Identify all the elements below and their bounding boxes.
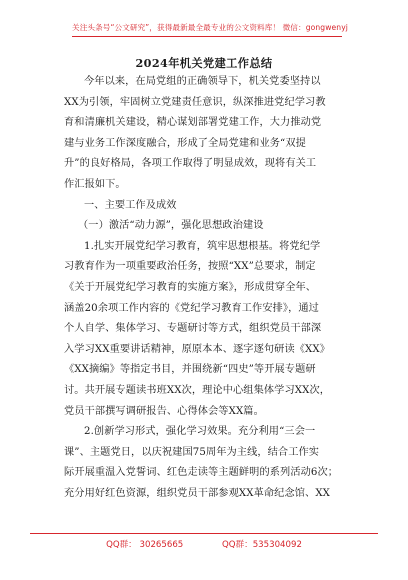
document-title: 2024年机关党建工作总结 bbox=[135, 56, 273, 70]
paragraph-line: XX为引领，牢固树立党建责任意识，纵深推进党纪学习教 bbox=[64, 96, 326, 108]
footer-qq-group-2: QQ群：535304092 bbox=[222, 540, 302, 550]
header-divider bbox=[72, 36, 342, 37]
paragraph-line: 作汇报如下。 bbox=[64, 178, 126, 190]
paragraph-line: 课”、主题党日，以庆祝建国75周年为主线，结合工作实 bbox=[64, 446, 320, 458]
paragraph-line: 升”的良好格局，各项工作取得了明显成效，现将有关工 bbox=[64, 158, 317, 170]
document-body bbox=[64, 72, 349, 504]
paragraph-line: 习教育作为一项重要政治任务，按照“XX”总要求，制定 bbox=[64, 261, 316, 273]
paragraph-line: 2.创新学习形式，强化学习效果。充分利用“三会一 bbox=[84, 426, 316, 438]
paragraph-line: 今年以来，在局党组的正确领导下，机关党委坚持以 bbox=[84, 76, 321, 87]
paragraph-line: 建与业务工作深度融合，形成了全局党建和业务“双提 bbox=[64, 137, 306, 149]
paragraph-line: 《关于开展党纪学习教育的实施方案》，形成贯穿全年、 bbox=[64, 281, 317, 293]
paragraph-line: 个人自学、集体学习、专题研讨等方式，组织党员干部深 bbox=[64, 323, 322, 335]
paragraph-line: 充分用好红色资源，组织党员干部参观XX革命纪念馆、XX bbox=[64, 487, 331, 499]
paragraph-line: 党员干部撰写调研报告、心得体会等XX篇。 bbox=[64, 405, 264, 417]
paragraph-line: 讨。共开展专题读书班XX次，理论中心组集体学习XX次， bbox=[64, 384, 331, 396]
subsection-heading: （一）激活“动力源”，强化思想政治建设 bbox=[78, 220, 264, 232]
paragraph-line: 入学习XX重要讲话精神，原原本本、逐字逐句研读《XX》 bbox=[64, 343, 331, 355]
paragraph-line: 涵盖20余项工作内容的《党纪学习教育工作安排》，通过 bbox=[64, 302, 319, 314]
paragraph-line: 《XX摘编》等指定书目，并围绕新“四史”等开展专题研 bbox=[64, 364, 316, 376]
footer-divider bbox=[30, 533, 378, 534]
header-banner: 关注头条号“公文研究”，获得最新最全最专业的公文资料库！ 微信：gongwenyj bbox=[72, 23, 348, 32]
paragraph-line: 育和清廉机关建设，精心谋划部署党建工作，大力推动党 bbox=[64, 117, 322, 129]
paragraph-line: 际开展重温入党誓词、红色走读等主题鲜明的系列活动6次； bbox=[64, 467, 339, 479]
paragraph-line: 1.扎实开展党纪学习教育，筑牢思想根基。将党纪学 bbox=[84, 240, 321, 252]
footer-contact bbox=[0, 538, 408, 550]
section-heading: 一、主要工作及成效 bbox=[84, 199, 177, 211]
footer-qq-group-1: QQ群： 30265665 bbox=[106, 540, 184, 550]
